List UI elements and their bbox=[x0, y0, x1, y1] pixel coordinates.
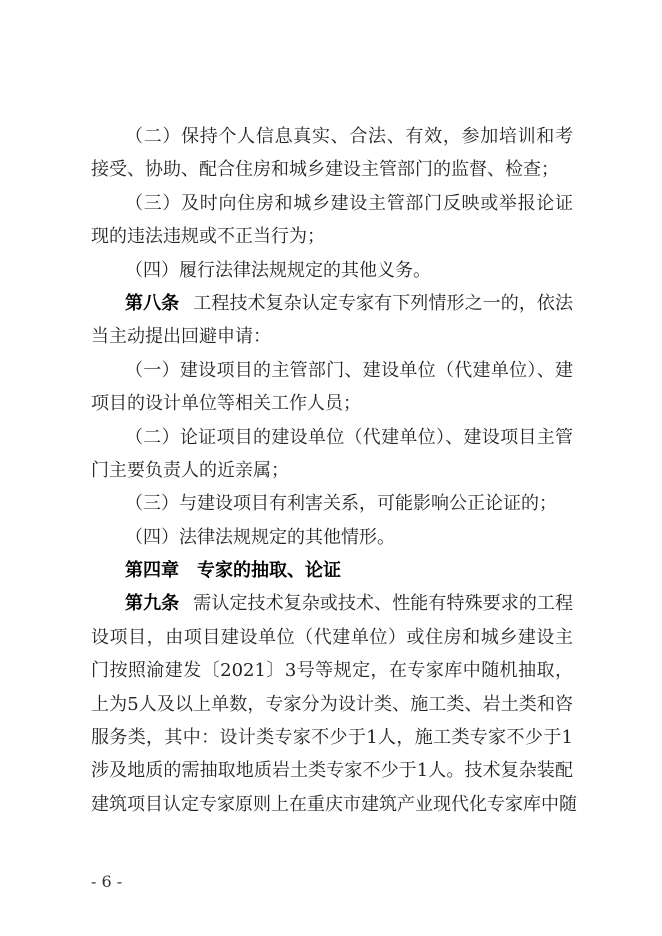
chapter-title: 第四章 专家的抽取、论证 bbox=[125, 560, 341, 582]
text-line bbox=[91, 153, 573, 186]
text-line bbox=[91, 387, 573, 420]
line-text: 设项目，由项目建设单位（代建单位）或住房和城乡建设主 bbox=[91, 626, 573, 648]
line-text: 需认定技术复杂或技术、性能有特殊要求的工程 bbox=[193, 593, 573, 615]
article-number: 第九条 bbox=[125, 593, 180, 615]
line-text: 建筑项目认定专家原则上在重庆市建筑产业现代化专家库中随 bbox=[91, 793, 577, 815]
line-text: 门按照渝建发〔2021〕3号等规定，在专家库中随机抽取， bbox=[91, 660, 573, 682]
line-text: 涉及地质的需抽取地质岩土类专家不少于1人。技术复杂装配 bbox=[91, 760, 573, 782]
text-line bbox=[91, 654, 573, 687]
line-text: （二）保持个人信息真实、合法、有效，参加培训和考 bbox=[125, 126, 573, 147]
line-text: （三）与建设项目有利害关系，可能影响公正论证的； bbox=[125, 493, 557, 515]
text-line bbox=[91, 421, 573, 454]
article-number: 第八条 bbox=[125, 292, 180, 314]
line-text: 接受、协助、配合住房和城乡建设主管部门的监督、检查； bbox=[91, 159, 559, 181]
text-line bbox=[91, 587, 573, 620]
text-line bbox=[91, 287, 573, 320]
line-text: 项目的设计单位等相关工作人员； bbox=[91, 393, 361, 415]
line-text: 工程技术复杂认定专家有下列情形之一的，依法 bbox=[193, 292, 573, 314]
text-line bbox=[91, 220, 573, 253]
text-line bbox=[91, 754, 573, 787]
line-text: 现的违法违规或不正当行为； bbox=[91, 226, 325, 248]
text-line bbox=[91, 254, 573, 287]
line-text: （四）法律法规规定的其他情形。 bbox=[125, 526, 395, 548]
text-line bbox=[91, 187, 573, 220]
line-text: （四）履行法律法规规定的其他义务。 bbox=[125, 259, 431, 281]
line-text: 上为5人及以上单数，专家分为设计类、施工类、岩土类和咨 bbox=[91, 693, 573, 715]
text-line bbox=[91, 454, 573, 487]
text-line bbox=[91, 487, 573, 520]
chapter-heading bbox=[91, 554, 573, 587]
line-text: （二）论证项目的建设单位（代建单位）、建设项目主管 bbox=[125, 426, 573, 448]
text-line bbox=[91, 120, 573, 153]
line-text: （一）建设项目的主管部门、建设单位（代建单位）、建 bbox=[125, 359, 573, 381]
text-line bbox=[91, 688, 573, 721]
text-line bbox=[91, 354, 573, 387]
line-text: 服务类，其中：设计类专家不少于1人，施工类专家不少于1 bbox=[91, 727, 573, 749]
page-number: - 6 - bbox=[91, 872, 123, 891]
text-line bbox=[91, 788, 577, 821]
document-body bbox=[91, 120, 577, 821]
text-line bbox=[91, 721, 573, 754]
line-text: 当主动提出回避申请： bbox=[91, 326, 271, 348]
line-text: （三）及时向住房和城乡建设主管部门反映或举报论证 bbox=[125, 192, 573, 214]
line-text: 门主要负责人的近亲属； bbox=[91, 459, 289, 481]
text-line bbox=[91, 521, 573, 554]
text-line bbox=[91, 320, 573, 353]
text-line bbox=[91, 621, 573, 654]
